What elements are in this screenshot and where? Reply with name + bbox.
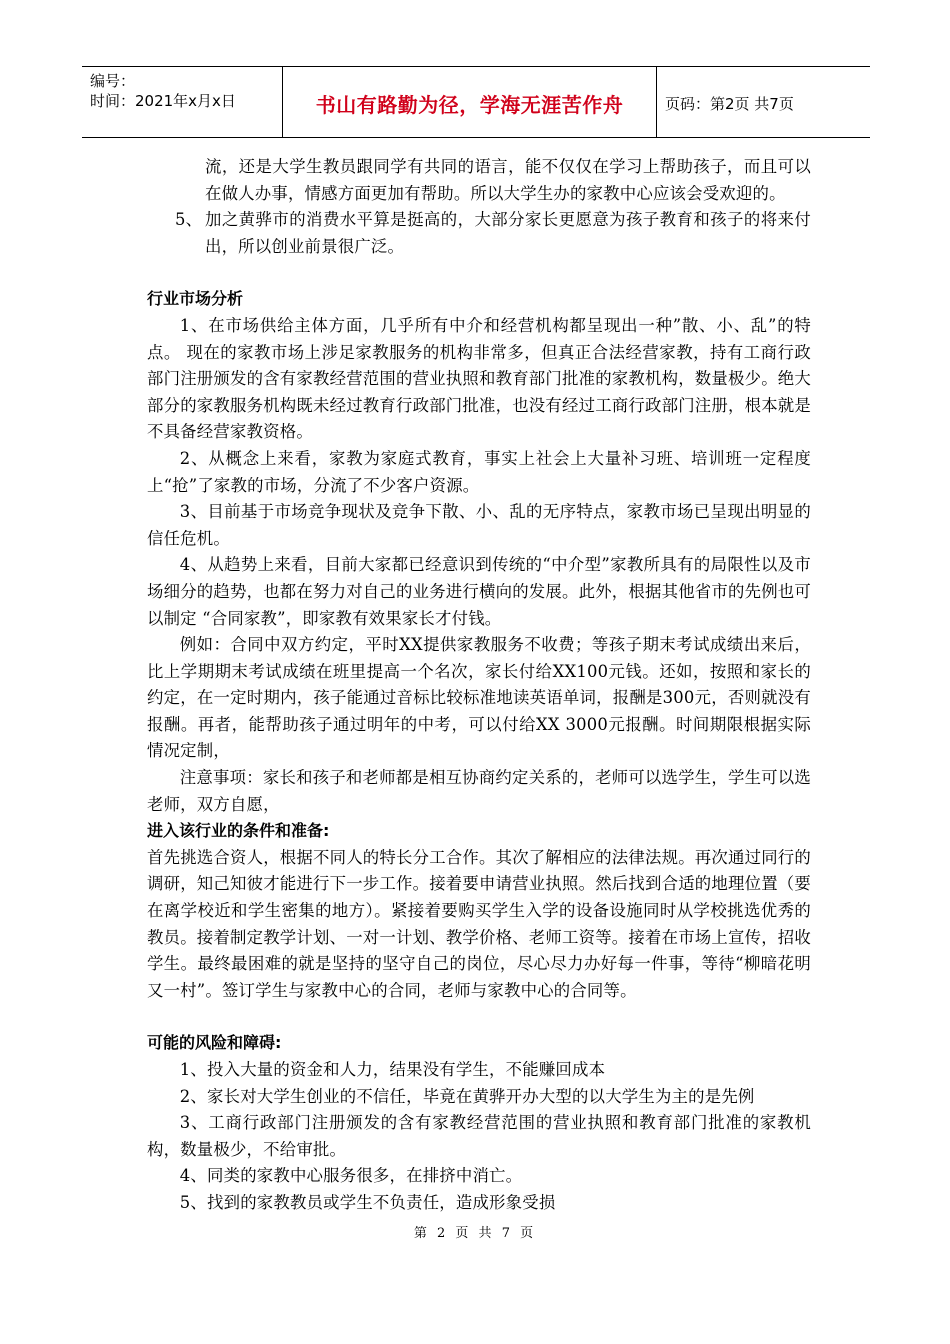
header-motto: 书山有路勤为径，学海无涯苦作舟 <box>282 67 657 137</box>
market-paragraph: 注意事项：家长和孩子和老师都是相互协商约定关系的，老师可以选学生，学生可以选老师，双方自愿， <box>147 768 811 814</box>
risk-item: 4、同类的家教中心服务很多，在排挤中消亡。 <box>179 1166 523 1186</box>
risks-heading: 可能的风险和障碍: <box>147 1033 282 1053</box>
intro-item-5-number: 5、 <box>175 210 203 230</box>
risk-item: 1、投入大量的资金和人力，结果没有学生，不能赚回成本 <box>179 1060 606 1079</box>
risk-item: 3、工商行政部门注册颁发的含有家教经营范围的营业执照和教育部门批准的家教机构，数量极少，不给审批。 <box>147 1113 811 1159</box>
conditions-paragraph: 首先挑选合资人，根据不同人的特长分工合作。其次了解相应的法律法规。再次通过同行的调研，知己知彼才能进行下一步工作。接着要申请营业执照。然后找到合适的地理位置（要在离学校近和学生密集的地方）。紧接着要购买学生入学的设备设施同时从学校挑选优秀的教员。接着制定教学计划、一对一计划、教学价格、老师工资等。接着在市场上宣传，招收学生。最终最困难的就是坚持的坚守自己的岗位，尽心尽力办好每一件事，等待“柳暗花明又一村”。签订学生与家教中心的合同，老师与家教中心的合同等。 <box>147 847 811 1000</box>
header-page-info: 页码：第2页 共7页 <box>665 94 794 113</box>
intro-item-5 <box>147 207 811 260</box>
market-analysis-heading: 行业市场分析 <box>147 289 244 309</box>
intro-continuation: 流，还是大学生教员跟同学有共同的语言，能不仅仅在学习上帮助孩子，而且可以在做人办事，情感方面更加有帮助。所以大学生办的家教中心应该会受欢迎的。 <box>205 157 811 203</box>
spacer <box>147 1004 811 1030</box>
code-label: 编号： <box>90 72 136 90</box>
risk-item: 5、找到的家教教员或学生不负责任，造成形象受损 <box>179 1192 556 1212</box>
page-header <box>82 66 870 138</box>
market-paragraph: 3、目前基于市场竞争现状及竞争下散、小、乱的无序特点，家教市场已呈现出明显的信任危机。 <box>147 502 811 548</box>
risk-item: 2、家长对大学生创业的不信任，毕竟在黄骅开办大型的以大学生为主的是先例 <box>179 1086 755 1106</box>
market-paragraph: 2、从概念上来看，家教为家庭式教育，事实上社会上大量补习班、培训班一定程度上“抢”了家教的市场，分流了不少客户资源。 <box>147 448 811 495</box>
intro-item-5-text: 加之黄骅市的消费水平算是挺高的，大部分家长更愿意为孩子教育和孩子的将来付出，所以创业前景很广泛。 <box>205 210 811 256</box>
spacer <box>147 260 811 286</box>
market-paragraph: 4、从趋势上来看，目前大家都已经意识到传统的“中介型”家教所具有的局限性以及市场细分的趋势，也都在努力对自己的业务进行横向的发展。此外，根据其他省市的先例也可以制定 “合同家教”，即家教有效果家长才付钱。 <box>147 555 811 628</box>
conditions-heading: 进入该行业的条件和准备: <box>147 821 330 841</box>
time-label: 时间：2021年x月x日 <box>90 92 236 110</box>
header-meta <box>82 67 282 137</box>
document-body <box>147 154 811 1217</box>
page-footer: 第 2 页 共 7 页 <box>413 1226 537 1241</box>
market-paragraph: 例如：合同中双方约定，平时XX提供家教服务不收费；等孩子期末考试成绩出来后，比上学期期末考试成绩在班里提高一个名次，家长付给XX100元钱。还如，按照和家长的约定，在一定时期内，孩子能通过音标比较标准地读英语单词，报酬是300元，否则就没有报酬。再者，能帮助孩子通过明年的中考，可以付给XX 3000元报酬。时间期限根据实际情况定制， <box>147 635 811 761</box>
market-paragraph: 1、在市场供给主体方面，几乎所有中介和经营机构都呈现出一种”散、小、乱”的特点。 现在的家教市场上涉足家教服务的机构非常多，但真正合法经营家教，持有工商行政部门注册颁发的含有家教经营范围的营业执照和教育部门批准的家教机构，数量极少。绝大部分的家教服务机构既未经过教育行政部门批准，也没有经过工商行政部门注册，根本就是不具备经营家教资格。 <box>147 315 811 442</box>
